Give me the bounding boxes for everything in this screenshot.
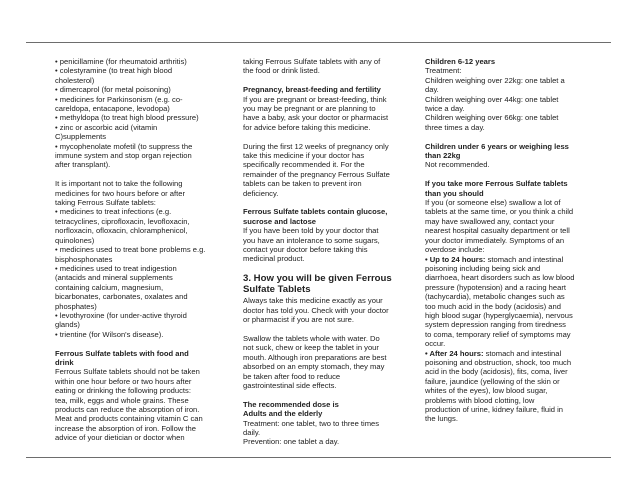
text-line: Prevention: one tablet a day. <box>243 437 340 447</box>
overdose-heading <box>425 179 583 198</box>
text-line: twice a day. <box>425 104 465 114</box>
text-line: 3. How you will be given Ferrous <box>243 273 392 285</box>
text-line: • medicines used to treat indigestion <box>55 263 177 273</box>
text-line: advice of your dietician or doctor when <box>55 433 185 443</box>
column-3 <box>425 57 583 424</box>
overdose-text <box>425 198 583 254</box>
text-line: eating or drinking the following products: <box>55 386 191 396</box>
text-line: to coma, temporary relief of symptoms may <box>425 329 571 339</box>
text-line: gastrointestinal side effects. <box>243 380 337 390</box>
text-line: If you have been told by your doctor that <box>243 226 379 236</box>
text-line: occur. <box>425 339 446 349</box>
text-line: If you (or someone else) swallow a lot of <box>425 198 561 208</box>
text-line: Children weighing over 66kg: one tablet <box>425 113 559 123</box>
dose-text <box>243 419 401 447</box>
text-line: daily. <box>243 427 261 437</box>
text-line: than 22kg <box>425 151 461 161</box>
drug-list-1 <box>55 57 220 170</box>
text-line: Children weighing over 22kg: one tablet a <box>425 75 565 85</box>
text-line: • penicillamine (for rheumatoid arthritis) <box>55 57 187 66</box>
text-line: for advice before taking this medicine. <box>243 122 371 132</box>
after-24-hours-item <box>425 349 583 424</box>
text-line: drink <box>55 357 74 367</box>
column-1 <box>55 57 220 443</box>
pregnancy-heading: Pregnancy, breast-feeding and fertility <box>243 85 381 95</box>
text-line: Children weighing over 44kg: one tablet <box>425 94 559 104</box>
text-line: whites of the eyes), low blood sugar, <box>425 386 548 396</box>
text-line: mouth. Although iron preparations are best <box>243 352 387 362</box>
text-line: taking Ferrous Sulfate tablets with any of <box>243 57 381 66</box>
two-hour-rule-list <box>55 179 220 339</box>
text-line: day. <box>425 85 439 95</box>
text-line: absorbed on an empty stomach, they may <box>243 362 385 372</box>
first-12-weeks-text <box>243 142 401 198</box>
text-line: tetracyclines, ciprofloxacin, levofloxacin, <box>55 216 190 226</box>
text-line: poisoning including being sick and <box>425 263 541 273</box>
food-intro-text <box>243 57 401 76</box>
text-line: three times a day. <box>425 122 485 132</box>
text-line: you have an intolerance to some sugars, <box>243 235 380 245</box>
text-line: Meat and products containing vitamin C can <box>55 414 203 424</box>
after-24-hours-text <box>425 358 583 424</box>
pregnancy-text <box>243 95 401 133</box>
text-line: problems with blood clotting, low <box>425 395 535 405</box>
text-line: • medicines to treat infections (e.g. <box>55 207 172 217</box>
text-line: after transplant). <box>55 160 111 170</box>
text-line: medicinal product. <box>243 254 305 264</box>
text-line: not suck, chew or keep the tablet in your <box>243 343 379 353</box>
text-line: If you are pregnant or breast-feeding, think <box>243 94 387 104</box>
up-to-24-hours-text <box>425 264 583 349</box>
text-line: taking Ferrous Sulfate tablets: <box>55 198 156 208</box>
up-to-24-hours-first-line: stomach and intestinal <box>485 254 564 264</box>
food-drink-text <box>55 367 220 442</box>
text-line: poisoning and obstruction, shock, too much <box>425 357 572 367</box>
text-line: Swallow the tablets whole with water. Do <box>243 333 380 343</box>
text-line: (tachycardia), metabolic changes such as <box>425 292 565 302</box>
text-line: too much acid in the body (acidosis) and <box>425 301 561 311</box>
text-line: • medicines for Parkinsonism (e.g. co- <box>55 94 183 104</box>
text-line: pressure (hypotension) and a racing heart <box>425 282 566 292</box>
text-line: Ferrous Sulfate tablets with food and <box>55 348 189 358</box>
text-line: doctor has told you. Check with your doctor <box>243 305 389 315</box>
text-line: may have swallowed any, contact your <box>425 216 555 226</box>
text-line: • zinc or ascorbic acid (vitamin <box>55 122 158 132</box>
text-line: the food or drink listed. <box>243 66 320 76</box>
swallow-text <box>243 334 401 390</box>
children-dose-text <box>425 66 583 132</box>
text-line: Ferrous Sulfate tablets contain glucose, <box>243 207 388 217</box>
text-line: remainder of the pregnancy Ferrous Sulfate <box>243 169 390 179</box>
text-line: tea, milk, eggs and whole grains. These <box>55 395 189 405</box>
text-line: than you should <box>425 188 484 198</box>
text-line: • levothyroxine (for under-active thyroid <box>55 310 187 320</box>
text-line: • methyldopa (to treat high blood pressure) <box>55 113 199 123</box>
text-line: If you take more Ferrous Sulfate tablets <box>425 179 568 189</box>
after-24-hours-first-line: stomach and intestinal <box>483 348 562 358</box>
text-line: Adults and the elderly <box>243 409 323 419</box>
text-line: system depression ranging from tiredness <box>425 320 566 330</box>
text-line: • colestyramine (to treat high blood <box>55 66 173 76</box>
section-3-heading <box>243 273 401 295</box>
text-line: immune system and stop organ rejection <box>55 151 192 161</box>
text-line: nearest hospital casualty department or tell <box>425 226 570 236</box>
top-rule <box>26 42 611 43</box>
text-line: During the first 12 weeks of pregnancy only <box>243 141 389 151</box>
text-line: you may be pregnant or are planning to <box>243 104 376 114</box>
under-6-text: Not recommended. <box>425 160 490 170</box>
text-line: increase the absorption of iron. Follow the <box>55 423 196 433</box>
text-line: have a baby, ask your doctor or pharmacist <box>243 113 389 123</box>
text-line: glands) <box>55 320 80 330</box>
text-line: be taken after food to reduce <box>243 371 341 381</box>
text-line: high blood sugar (hyperglycaemia), nervous <box>425 310 573 320</box>
text-line: sucrose and lactose <box>243 216 317 226</box>
text-line: contact your doctor before taking this <box>243 245 368 255</box>
text-line: the lungs. <box>425 414 458 424</box>
text-line: Sulfate Tablets <box>243 284 311 296</box>
text-line: The recommended dose is <box>243 399 339 409</box>
text-line: Treatment: one tablet, two to three times <box>243 418 380 428</box>
text-line: products can reduce the absorption of iron. <box>55 405 200 414</box>
food-drink-heading <box>55 349 220 368</box>
text-line: failure, jaundice (yellowing of the skin or <box>425 376 560 386</box>
glucose-heading <box>243 207 401 226</box>
text-line: Ferrous Sulfate tablets should not be taken <box>55 367 200 377</box>
text-line: deficiency. <box>243 188 279 198</box>
after-24-hours-label: • After 24 hours: <box>425 348 484 358</box>
column-2 <box>243 57 401 447</box>
under-6-heading <box>425 142 583 161</box>
text-line: careldopa, entacapone, levodopa) <box>55 104 170 114</box>
text-line: It is important not to take the following <box>55 179 183 189</box>
text-line: norfloxacin, ofloxacin, chloramphenicol, <box>55 226 188 236</box>
children-heading: Children 6-12 years <box>425 57 496 66</box>
text-line: • mycophenolate mofetil (to suppress the <box>55 141 193 151</box>
text-line: overdose include: <box>425 245 485 255</box>
text-line: phosphates) <box>55 301 97 311</box>
bottom-rule <box>26 457 611 458</box>
text-line: medicines for two hours before or after <box>55 188 185 198</box>
text-line: or pharmacist if you are not sure. <box>243 315 355 325</box>
text-line: cholesterol) <box>55 75 95 85</box>
text-line: specifically recommended it. For the <box>243 160 365 170</box>
text-line: quinolones) <box>55 235 95 245</box>
text-line: Always take this medicine exactly as your <box>243 296 383 306</box>
text-line: acid in the body (acidosis), fits, coma, liver <box>425 367 568 377</box>
text-line: your doctor immediately. Symptoms of an <box>425 235 565 245</box>
text-line: • medicines used to treat bone problems e.g. <box>55 245 206 255</box>
up-to-24-hours-label: • Up to 24 hours: <box>425 254 486 264</box>
dose-heading <box>243 400 401 419</box>
text-line: tablets can be taken to prevent iron <box>243 179 362 189</box>
text-line: take this medicine if your doctor has <box>243 151 365 161</box>
text-line: Treatment: <box>425 66 462 76</box>
text-line: tablets at the same time, or you think a child <box>425 207 574 217</box>
up-to-24-hours-item <box>425 255 583 349</box>
text-line: (antacids and mineral supplements <box>55 273 173 283</box>
text-line: containing calcium, magnesium, <box>55 282 164 292</box>
text-line: Children under 6 years or weighing less <box>425 141 569 151</box>
text-line: • dimercaprol (for metal poisoning) <box>55 85 171 95</box>
text-line: bicarbonates, carbonates, oxalates and <box>55 292 188 302</box>
section-3-text <box>243 296 401 324</box>
text-line: • trientine (for Wilson's disease). <box>55 329 164 339</box>
text-line: bisphosphonates <box>55 254 113 264</box>
text-line: within one hour before or two hours after <box>55 376 192 386</box>
text-line: diarrhoea, heart disorders such as low blood <box>425 273 575 283</box>
text-line: production of urine, kidney failure, fluid in <box>425 405 564 414</box>
glucose-text <box>243 226 401 264</box>
text-line: C)supplements <box>55 132 107 142</box>
